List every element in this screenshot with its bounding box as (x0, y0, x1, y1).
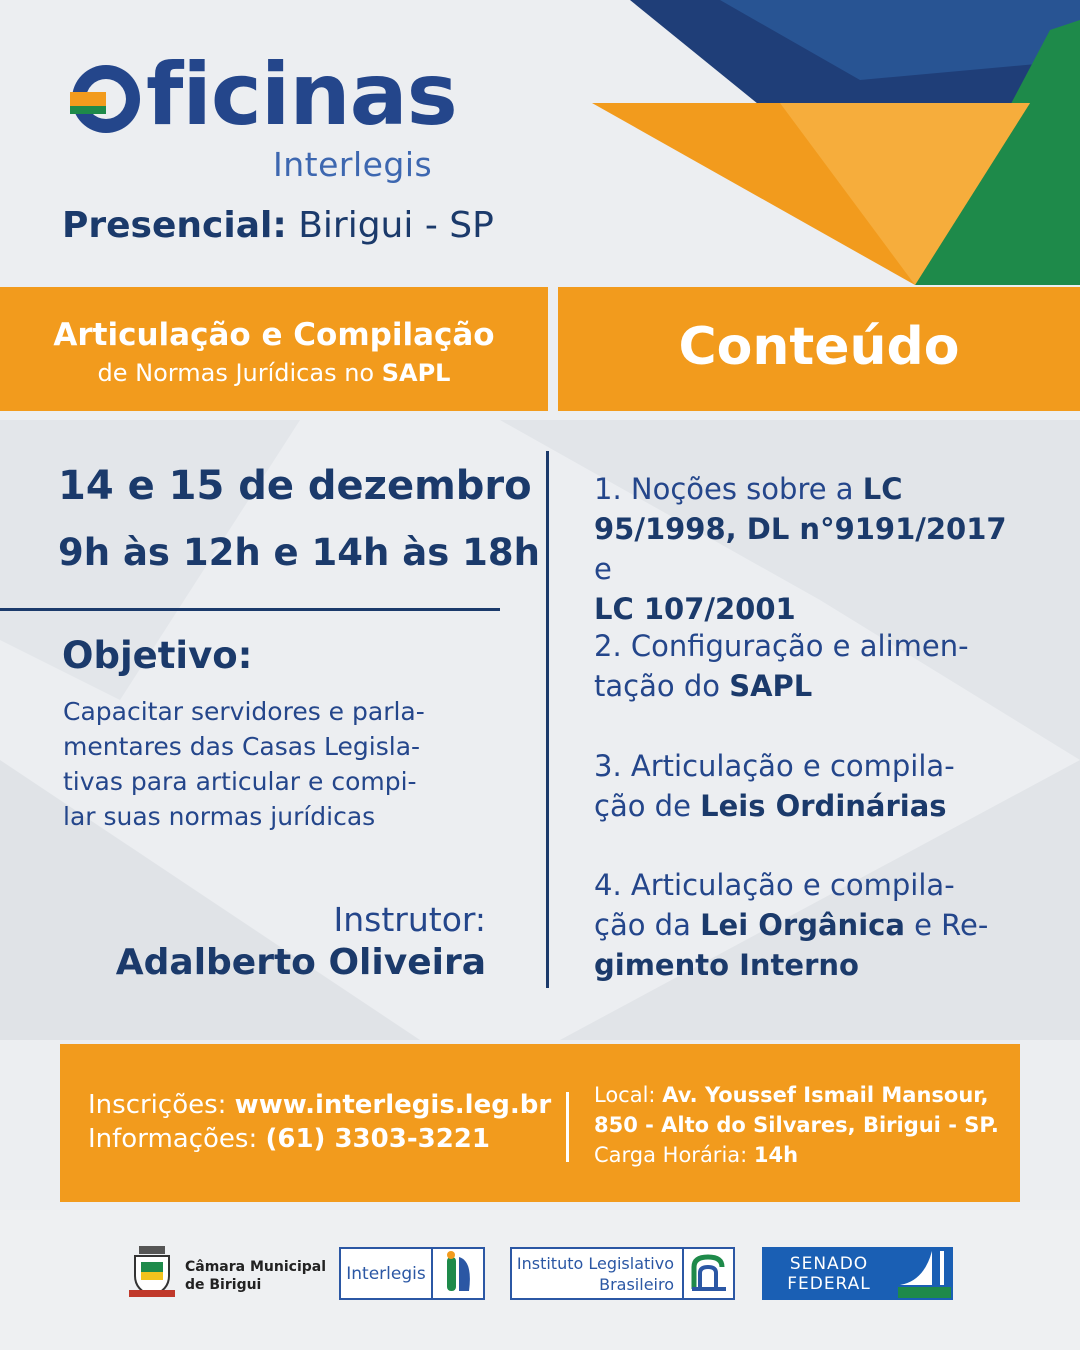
camara-text (185, 1258, 326, 1294)
divider-horizontal (0, 608, 500, 611)
footer-divider (566, 1092, 569, 1162)
logo-title: ficinas (146, 45, 457, 145)
content-item-text: 4. Articulação e compila- (594, 868, 955, 902)
content-title: Conteúdo (678, 317, 960, 377)
event-dates: 14 e 15 de dezembro (58, 463, 532, 509)
content-item-text: e (594, 552, 612, 586)
local-value1: Av. Youssef Ismail Mansour, (662, 1083, 989, 1107)
objective-line: mentares das Casas Legisla- (63, 732, 421, 761)
oficinas-logo (66, 45, 457, 145)
course-title-line1: Articulação e Compilação (53, 317, 495, 353)
ilb-logo (510, 1247, 735, 1300)
senado-logo-text (762, 1254, 896, 1294)
logo-subtitle: Interlegis (273, 145, 433, 184)
content-item-bold: SAPL (729, 669, 813, 703)
local-label: Local: (594, 1083, 663, 1107)
content-item-text: tação do (594, 669, 730, 703)
content-item-bold: LC (862, 472, 903, 506)
objective-line: tivas para articular e compi- (63, 767, 417, 796)
objective-text (63, 694, 493, 834)
local-value2: 850 - Alto do Silvares, Birigui - SP. (594, 1113, 999, 1137)
content-item-4 (594, 865, 1024, 985)
camara-line1: Câmara Municipal (185, 1259, 327, 1275)
interlegis-logo-text: Interlegis (341, 1249, 433, 1298)
content-item-text: ção da (594, 908, 701, 942)
camara-birigui-logo (127, 1244, 327, 1300)
objective-line: Capacitar servidores e parla- (63, 697, 425, 726)
inscricoes-link[interactable]: www.interlegis.leg.br (234, 1090, 552, 1120)
presencial-line (62, 205, 494, 246)
content-item-bold: LC 107/2001 (594, 592, 796, 626)
informacoes-line (88, 1124, 490, 1154)
course-title-line2-prefix: de Normas Jurídicas no (97, 359, 382, 387)
objective-title: Objetivo: (62, 634, 253, 677)
content-item-text: 2. Configuração e alimen- (594, 629, 969, 663)
ilb-line1: Instituto Legislativo (516, 1253, 674, 1273)
informacoes-label: Informações: (88, 1124, 266, 1154)
presencial-label: Presencial: (62, 205, 287, 246)
instructor-name: Adalberto Oliveira (115, 942, 486, 983)
content-item-bold: gimento Interno (594, 948, 859, 982)
content-item-text: ção de (594, 789, 701, 823)
objective-line: lar suas normas jurídicas (63, 802, 376, 831)
instructor-label: Instrutor: (333, 900, 486, 939)
content-item-3 (594, 746, 1024, 826)
carga-label: Carga Horária: (594, 1143, 754, 1167)
ilb-line2: Brasileiro (599, 1274, 674, 1294)
senado-line2: FEDERAL (787, 1273, 871, 1294)
senado-line1: SENADO (789, 1253, 869, 1274)
content-title-bar (558, 287, 1080, 411)
ilb-mark-icon (684, 1249, 733, 1298)
content-item-text: 1. Noções sobre a (594, 472, 863, 506)
content-item-1 (594, 469, 1024, 629)
inscricoes-label: Inscrições: (88, 1090, 235, 1120)
course-title-line2-bold: SAPL (381, 359, 451, 387)
birigui-coat-of-arms-icon (127, 1244, 177, 1300)
course-title-bar (0, 287, 548, 411)
content-item-bold: 95/1998, DL n°9191/2017 (594, 512, 1007, 546)
presencial-location: Birigui - SP (298, 205, 494, 246)
interlegis-mark-icon (433, 1249, 483, 1298)
divider-vertical (546, 451, 549, 988)
course-title-line2 (0, 359, 548, 387)
oficinas-o-icon (66, 62, 144, 136)
event-hours: 9h às 12h e 14h às 18h (58, 531, 540, 574)
content-item-bold: Leis Ordinárias (700, 789, 947, 823)
senado-federal-logo (762, 1247, 953, 1300)
senado-mark-icon (896, 1247, 953, 1300)
info-footer (60, 1044, 1020, 1202)
carga-value: 14h (753, 1143, 799, 1167)
inscricoes-line (88, 1090, 551, 1120)
camara-line2: de Birigui (185, 1277, 262, 1293)
content-item-bold: Lei Orgânica (700, 908, 905, 942)
content-item-text: 3. Articulação e compila- (594, 749, 955, 783)
interlegis-logo (339, 1247, 485, 1300)
ilb-logo-text (512, 1249, 684, 1298)
content-item-2 (594, 626, 1024, 706)
informacoes-phone[interactable]: (61) 3303-3221 (265, 1124, 490, 1154)
local-info (594, 1080, 1014, 1170)
content-item-text: e Re- (904, 908, 989, 942)
